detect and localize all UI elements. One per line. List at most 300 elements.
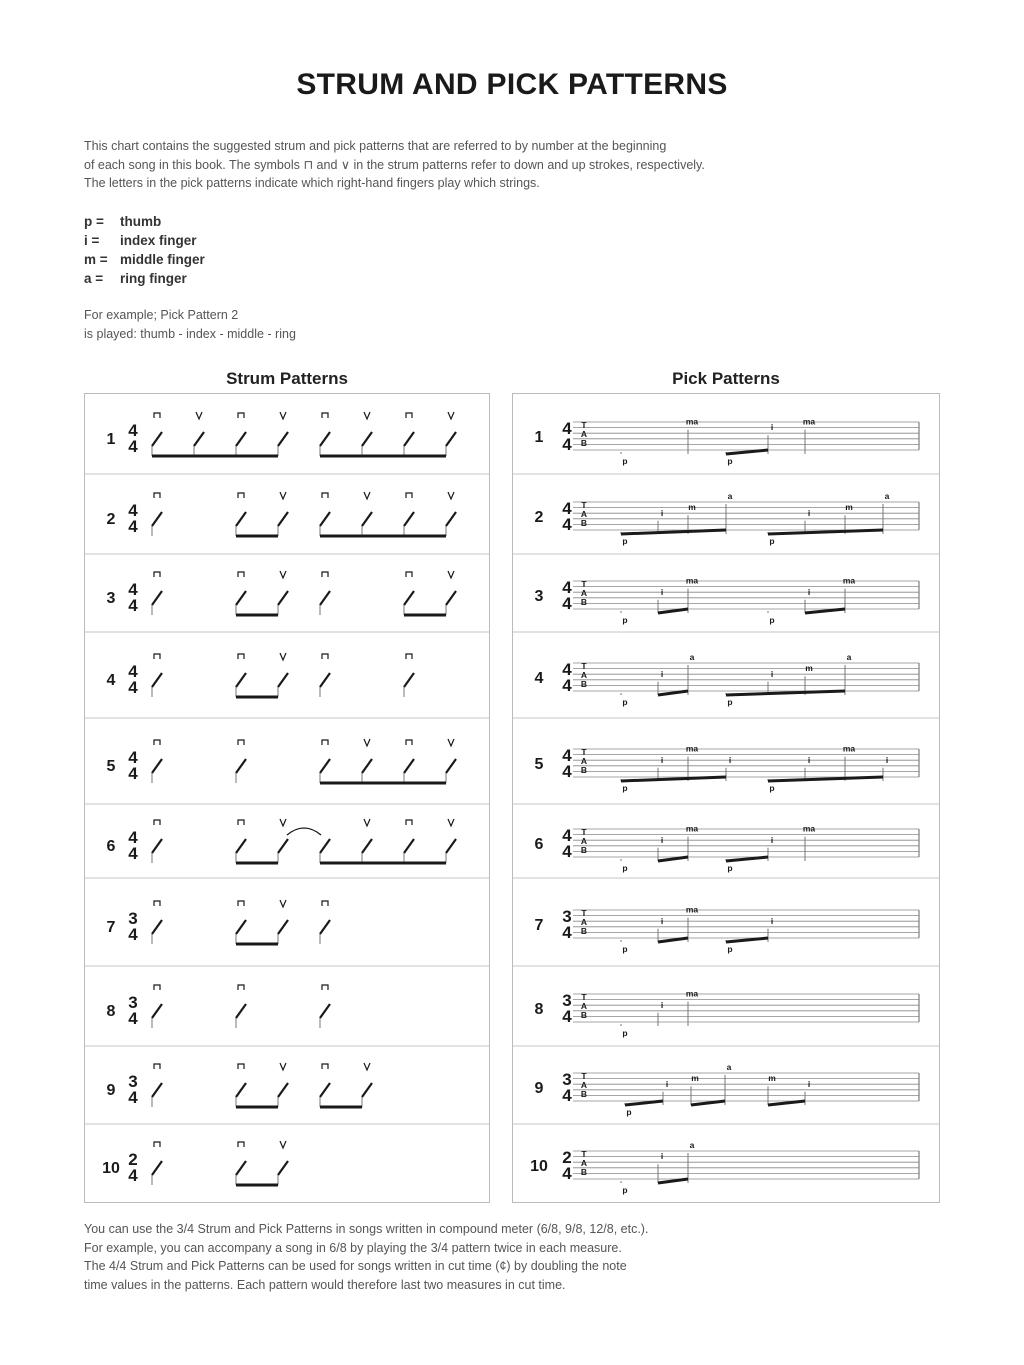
pattern-number: 3 bbox=[534, 588, 544, 605]
pattern-number: 2 bbox=[534, 509, 544, 526]
tab-clef-letter: A bbox=[580, 1001, 588, 1011]
down-stroke-mark bbox=[154, 740, 160, 745]
down-stroke-mark bbox=[238, 654, 244, 659]
strum-pattern-row bbox=[107, 412, 456, 456]
tab-clef-letter: A bbox=[580, 509, 588, 519]
pick-pattern-row bbox=[513, 804, 939, 873]
legend-row bbox=[84, 250, 205, 269]
legend-symbol: m = bbox=[84, 252, 108, 267]
time-signature-bottom: 4 bbox=[562, 762, 572, 781]
slash-notehead bbox=[320, 512, 330, 526]
finger-letter: ma bbox=[842, 575, 856, 586]
time-signature-top: 3 bbox=[562, 1070, 572, 1089]
slash-notehead bbox=[446, 839, 456, 853]
slash-notehead bbox=[236, 432, 246, 446]
up-stroke-mark bbox=[280, 1141, 286, 1148]
down-stroke-mark bbox=[322, 493, 328, 498]
down-stroke-mark bbox=[154, 1064, 160, 1069]
strum-pattern-row bbox=[85, 554, 489, 615]
up-stroke-mark bbox=[280, 412, 286, 419]
finger-letter: m bbox=[688, 502, 696, 513]
slash-notehead bbox=[152, 673, 162, 687]
slash-notehead bbox=[152, 432, 162, 446]
tab-clef-letter: B bbox=[580, 438, 588, 448]
finger-letter: i bbox=[660, 999, 664, 1010]
slash-notehead bbox=[446, 759, 456, 773]
slash-notehead bbox=[152, 1083, 162, 1097]
beam bbox=[621, 777, 726, 781]
down-stroke-mark bbox=[154, 654, 160, 659]
tab-clef-letter: B bbox=[580, 597, 588, 607]
slash-notehead bbox=[320, 839, 330, 853]
time-signature-top: 3 bbox=[128, 1072, 138, 1091]
slash-notehead bbox=[362, 839, 372, 853]
tab-clef-letter: T bbox=[581, 500, 587, 510]
time-signature-bottom: 4 bbox=[562, 435, 572, 454]
up-stroke-mark bbox=[280, 819, 286, 826]
slash-notehead bbox=[278, 920, 288, 934]
legend-meaning: ring finger bbox=[120, 271, 187, 286]
time-signature-bottom: 4 bbox=[562, 676, 572, 695]
pick-pattern-row bbox=[513, 474, 939, 546]
pattern-number: 10 bbox=[102, 1160, 120, 1177]
down-stroke-mark bbox=[238, 413, 244, 418]
legend-meaning: thumb bbox=[120, 214, 162, 229]
finger-letter: p bbox=[622, 536, 628, 546]
up-stroke-mark bbox=[364, 492, 370, 499]
pattern-number: 8 bbox=[534, 1001, 544, 1018]
up-stroke-mark bbox=[448, 819, 454, 826]
tie bbox=[287, 828, 321, 835]
finger-letter: i bbox=[660, 754, 664, 765]
beam bbox=[621, 530, 726, 534]
tab-clef-letter: T bbox=[581, 1071, 587, 1081]
time-signature-bottom: 4 bbox=[128, 764, 138, 783]
finger-letter: i bbox=[660, 915, 664, 926]
finger-letter: p bbox=[622, 615, 628, 625]
time-signature-top: 4 bbox=[128, 421, 138, 440]
slash-notehead bbox=[362, 1083, 372, 1097]
slash-notehead bbox=[320, 1083, 330, 1097]
time-signature-bottom: 4 bbox=[562, 1086, 572, 1105]
slash-notehead bbox=[152, 1161, 162, 1175]
slash-notehead bbox=[446, 432, 456, 446]
slash-notehead bbox=[278, 432, 288, 446]
slash-notehead bbox=[236, 839, 246, 853]
time-signature-top: 3 bbox=[128, 993, 138, 1012]
finger-letter: m bbox=[845, 502, 853, 513]
pattern-number: 8 bbox=[106, 1003, 116, 1020]
slash-notehead bbox=[320, 759, 330, 773]
beam bbox=[658, 609, 688, 613]
finger-letter: p bbox=[727, 697, 733, 707]
slash-notehead bbox=[320, 673, 330, 687]
down-stroke-mark bbox=[322, 572, 328, 577]
slash-notehead bbox=[236, 1083, 246, 1097]
finger-letter: a bbox=[689, 1140, 695, 1150]
pattern-number: 9 bbox=[106, 1082, 116, 1099]
time-signature-top: 4 bbox=[128, 580, 138, 599]
finger-letter: ma bbox=[685, 575, 699, 586]
down-stroke-mark bbox=[322, 901, 328, 906]
time-signature-bottom: 4 bbox=[128, 1009, 138, 1028]
up-stroke-mark bbox=[364, 1063, 370, 1070]
pick-pattern-row bbox=[535, 417, 919, 466]
slash-notehead bbox=[320, 591, 330, 605]
slash-notehead bbox=[404, 432, 414, 446]
up-stroke-mark bbox=[364, 739, 370, 746]
finger-letter: ma bbox=[685, 904, 699, 915]
tab-clef-letter: A bbox=[580, 1158, 588, 1168]
finger-letter: p bbox=[622, 456, 628, 466]
slash-notehead bbox=[404, 673, 414, 687]
pattern-number: 3 bbox=[106, 590, 116, 607]
outro-line: For example, you can accompany a song in 6/8 by playing the 3/4 pattern twice in each measure. bbox=[84, 1240, 622, 1255]
tab-clef-letter: B bbox=[580, 845, 588, 855]
slash-notehead bbox=[362, 432, 372, 446]
down-stroke-mark bbox=[238, 1142, 244, 1147]
finger-letter: i bbox=[770, 668, 774, 679]
time-signature-top: 4 bbox=[562, 826, 572, 845]
tab-clef-letter: B bbox=[580, 765, 588, 775]
slash-notehead bbox=[404, 839, 414, 853]
tab-clef-letter: T bbox=[581, 579, 587, 589]
finger-letter: p bbox=[769, 536, 775, 546]
slash-notehead bbox=[278, 591, 288, 605]
time-signature-top: 2 bbox=[128, 1150, 138, 1169]
intro-line: This chart contains the suggested strum and pick patterns that are referred to by number at the beginning bbox=[84, 139, 667, 153]
pattern-number: 6 bbox=[106, 838, 116, 855]
time-signature-top: 3 bbox=[562, 907, 572, 926]
up-stroke-mark bbox=[280, 492, 286, 499]
example-text bbox=[84, 306, 296, 343]
pick-pattern-row bbox=[513, 878, 939, 954]
beam bbox=[726, 857, 768, 861]
up-stroke-mark bbox=[448, 492, 454, 499]
slash-notehead bbox=[152, 839, 162, 853]
outro-line: The 4/4 Strum and Pick Patterns can be used for songs written in cut time (¢) by doubling the note bbox=[84, 1259, 627, 1273]
down-stroke-mark bbox=[406, 572, 412, 577]
pick-patterns-panel bbox=[512, 393, 940, 1203]
down-stroke-mark bbox=[154, 985, 160, 990]
example-line: is played: thumb - index - middle - ring bbox=[84, 326, 296, 341]
slash-notehead bbox=[236, 591, 246, 605]
slash-notehead bbox=[152, 512, 162, 526]
finger-letter: m bbox=[768, 1073, 776, 1084]
slash-notehead bbox=[278, 673, 288, 687]
tab-clef-letter: T bbox=[581, 992, 587, 1002]
finger-letter: ma bbox=[842, 743, 856, 754]
legend-symbol: i = bbox=[84, 233, 100, 248]
finger-letter: p bbox=[622, 1028, 628, 1038]
slash-notehead bbox=[362, 512, 372, 526]
pattern-number: 6 bbox=[534, 836, 544, 853]
finger-letter: m bbox=[691, 1073, 699, 1084]
time-signature-top: 4 bbox=[562, 660, 572, 679]
beam bbox=[726, 938, 768, 942]
pattern-number: 5 bbox=[106, 758, 116, 775]
time-signature-bottom: 4 bbox=[562, 1164, 572, 1183]
time-signature-top: 4 bbox=[128, 662, 138, 681]
time-signature-top: 3 bbox=[128, 909, 138, 928]
beam bbox=[726, 691, 845, 695]
down-stroke-mark bbox=[406, 820, 412, 825]
strum-patterns-heading: Strum Patterns bbox=[226, 369, 348, 388]
legend-row bbox=[84, 231, 205, 250]
finger-letter: ma bbox=[685, 988, 699, 999]
down-stroke-mark bbox=[154, 413, 160, 418]
outro-line: time values in the patterns. Each pattern would therefore last two measures in cut time. bbox=[84, 1277, 566, 1292]
beam bbox=[658, 1179, 688, 1183]
up-stroke-mark bbox=[280, 900, 286, 907]
slash-notehead bbox=[194, 432, 204, 446]
finger-letter: m bbox=[805, 663, 813, 674]
time-signature-top: 4 bbox=[562, 578, 572, 597]
up-stroke-mark bbox=[364, 819, 370, 826]
example-line: For example; Pick Pattern 2 bbox=[84, 308, 239, 322]
time-signature-bottom: 4 bbox=[562, 594, 572, 613]
beam bbox=[658, 691, 688, 695]
down-stroke-mark bbox=[238, 901, 244, 906]
pattern-number: 1 bbox=[534, 429, 544, 446]
strum-pattern-row bbox=[85, 804, 489, 863]
down-stroke-mark bbox=[406, 740, 412, 745]
finger-letter: i bbox=[807, 507, 811, 518]
slash-notehead bbox=[278, 839, 288, 853]
tab-clef-letter: T bbox=[581, 1149, 587, 1159]
up-stroke-mark bbox=[448, 571, 454, 578]
down-stroke-mark bbox=[238, 1064, 244, 1069]
tab-clef-letter: B bbox=[580, 926, 588, 936]
tab-clef-letter: A bbox=[580, 1080, 588, 1090]
slash-notehead bbox=[404, 759, 414, 773]
strum-pattern-row bbox=[85, 878, 489, 944]
beam bbox=[658, 938, 688, 942]
intro-line: The letters in the pick patterns indicate which right-hand fingers play which strings. bbox=[84, 176, 540, 190]
slash-notehead bbox=[404, 591, 414, 605]
down-stroke-mark bbox=[406, 413, 412, 418]
down-stroke-mark bbox=[154, 572, 160, 577]
time-signature-bottom: 4 bbox=[128, 1088, 138, 1107]
tab-clef-letter: B bbox=[580, 1010, 588, 1020]
strum-pattern-row bbox=[85, 1046, 489, 1107]
legend-meaning: middle finger bbox=[120, 252, 205, 267]
strum-pattern-row bbox=[85, 718, 489, 783]
finger-letter: a bbox=[884, 491, 890, 501]
slash-notehead bbox=[362, 759, 372, 773]
down-stroke-mark bbox=[238, 493, 244, 498]
time-signature-bottom: 4 bbox=[562, 1007, 572, 1026]
pick-pattern-row bbox=[513, 554, 939, 625]
pick-pattern-row bbox=[513, 718, 939, 793]
slash-notehead bbox=[278, 1083, 288, 1097]
strum-pattern-row bbox=[85, 1124, 489, 1185]
down-stroke-mark bbox=[238, 820, 244, 825]
tab-clef-letter: A bbox=[580, 836, 588, 846]
finger-legend bbox=[84, 212, 205, 288]
down-stroke-mark bbox=[154, 1142, 160, 1147]
pick-pattern-row bbox=[513, 1046, 939, 1117]
finger-letter: i bbox=[770, 834, 774, 845]
time-signature-bottom: 4 bbox=[128, 596, 138, 615]
slash-notehead bbox=[236, 512, 246, 526]
finger-letter: p bbox=[727, 944, 733, 954]
down-stroke-mark bbox=[322, 1064, 328, 1069]
finger-letter: i bbox=[660, 834, 664, 845]
slash-notehead bbox=[320, 432, 330, 446]
tab-clef-letter: A bbox=[580, 756, 588, 766]
pattern-number: 4 bbox=[106, 672, 116, 689]
finger-letter: p bbox=[622, 783, 628, 793]
finger-letter: i bbox=[807, 586, 811, 597]
time-signature-bottom: 4 bbox=[128, 437, 138, 456]
finger-letter: p bbox=[769, 615, 775, 625]
pattern-number: 2 bbox=[106, 511, 116, 528]
up-stroke-mark bbox=[280, 653, 286, 660]
slash-notehead bbox=[236, 920, 246, 934]
legend-row bbox=[84, 212, 205, 231]
finger-letter: i bbox=[807, 754, 811, 765]
finger-letter: ma bbox=[802, 823, 816, 834]
down-stroke-mark bbox=[322, 740, 328, 745]
strum-pattern-row bbox=[85, 632, 489, 697]
tab-clef-letter: A bbox=[580, 670, 588, 680]
intro-paragraph bbox=[84, 137, 924, 193]
slash-notehead bbox=[236, 673, 246, 687]
pick-pattern-row bbox=[513, 632, 939, 707]
down-stroke-mark bbox=[238, 985, 244, 990]
finger-letter: ma bbox=[685, 823, 699, 834]
strum-patterns-graphic bbox=[85, 394, 489, 1202]
down-stroke-mark bbox=[322, 413, 328, 418]
finger-letter: i bbox=[660, 668, 664, 679]
finger-letter: i bbox=[660, 507, 664, 518]
slash-notehead bbox=[236, 759, 246, 773]
tab-clef-letter: B bbox=[580, 1167, 588, 1177]
finger-letter: ma bbox=[685, 743, 699, 754]
pick-patterns-graphic bbox=[513, 394, 939, 1202]
intro-line: of each song in this book. The symbols ⊓ and ∨ in the strum patterns refer to down and up strokes, respectively. bbox=[84, 157, 705, 172]
slash-notehead bbox=[152, 1004, 162, 1018]
pick-pattern-row bbox=[513, 966, 939, 1038]
legend-symbol: p = bbox=[84, 214, 104, 229]
finger-letter: p bbox=[727, 863, 733, 873]
pattern-number: 7 bbox=[106, 919, 116, 936]
down-stroke-mark bbox=[154, 493, 160, 498]
up-stroke-mark bbox=[280, 1063, 286, 1070]
finger-letter: i bbox=[770, 915, 774, 926]
tab-clef-letter: B bbox=[580, 679, 588, 689]
time-signature-top: 2 bbox=[562, 1148, 572, 1167]
tab-clef-letter: B bbox=[580, 518, 588, 528]
slash-notehead bbox=[236, 1004, 246, 1018]
finger-letter: p bbox=[622, 1185, 628, 1195]
finger-letter: a bbox=[726, 1062, 732, 1072]
time-signature-top: 4 bbox=[128, 501, 138, 520]
finger-letter: ma bbox=[802, 416, 816, 427]
pattern-number: 7 bbox=[534, 917, 544, 934]
legend-row bbox=[84, 269, 205, 288]
beam bbox=[768, 1101, 805, 1105]
finger-letter: p bbox=[622, 863, 628, 873]
tab-clef-letter: T bbox=[581, 420, 587, 430]
slash-notehead bbox=[404, 512, 414, 526]
slash-notehead bbox=[320, 920, 330, 934]
down-stroke-mark bbox=[322, 985, 328, 990]
finger-letter: a bbox=[689, 652, 695, 662]
slash-notehead bbox=[446, 512, 456, 526]
time-signature-top: 4 bbox=[562, 419, 572, 438]
down-stroke-mark bbox=[238, 740, 244, 745]
strum-pattern-row bbox=[85, 474, 489, 536]
legend-meaning: index finger bbox=[120, 233, 197, 248]
finger-letter: a bbox=[846, 652, 852, 662]
down-stroke-mark bbox=[154, 820, 160, 825]
beam bbox=[805, 609, 845, 613]
slash-notehead bbox=[320, 1004, 330, 1018]
finger-letter: p bbox=[622, 944, 628, 954]
finger-letter: i bbox=[660, 586, 664, 597]
time-signature-top: 4 bbox=[562, 499, 572, 518]
tab-clef-letter: A bbox=[580, 429, 588, 439]
finger-letter: p bbox=[727, 456, 733, 466]
beam bbox=[726, 450, 768, 454]
time-signature-bottom: 4 bbox=[128, 844, 138, 863]
up-stroke-mark bbox=[448, 739, 454, 746]
strum-pattern-row bbox=[85, 966, 489, 1028]
tab-clef-letter: A bbox=[580, 917, 588, 927]
finger-letter: p bbox=[769, 783, 775, 793]
finger-letter: i bbox=[885, 754, 889, 765]
up-stroke-mark bbox=[280, 571, 286, 578]
outro-line: You can use the 3/4 Strum and Pick Patterns in songs written in compound meter (6/8, 9/8, 12/8, etc.). bbox=[84, 1222, 649, 1236]
time-signature-top: 3 bbox=[562, 991, 572, 1010]
pattern-number: 5 bbox=[534, 756, 544, 773]
beam bbox=[625, 1101, 663, 1105]
up-stroke-mark bbox=[448, 412, 454, 419]
finger-letter: a bbox=[727, 491, 733, 501]
time-signature-bottom: 4 bbox=[128, 925, 138, 944]
time-signature-bottom: 4 bbox=[562, 515, 572, 534]
beam bbox=[768, 530, 883, 534]
outro-paragraph bbox=[84, 1220, 944, 1294]
strum-patterns-panel bbox=[84, 393, 490, 1203]
slash-notehead bbox=[152, 920, 162, 934]
time-signature-top: 4 bbox=[562, 746, 572, 765]
tab-clef-letter: B bbox=[580, 1089, 588, 1099]
time-signature-top: 4 bbox=[128, 828, 138, 847]
beam bbox=[691, 1101, 725, 1105]
legend-symbol: a = bbox=[84, 271, 104, 286]
down-stroke-mark bbox=[154, 901, 160, 906]
slash-notehead bbox=[152, 591, 162, 605]
time-signature-bottom: 4 bbox=[128, 517, 138, 536]
up-stroke-mark bbox=[196, 412, 202, 419]
beam bbox=[658, 857, 688, 861]
slash-notehead bbox=[278, 1161, 288, 1175]
time-signature-bottom: 4 bbox=[128, 678, 138, 697]
finger-letter: i bbox=[660, 1151, 664, 1162]
page-title: STRUM AND PICK PATTERNS bbox=[296, 68, 728, 101]
finger-letter: i bbox=[728, 754, 732, 765]
beam bbox=[768, 777, 883, 781]
pattern-number: 1 bbox=[106, 431, 116, 448]
down-stroke-mark bbox=[238, 572, 244, 577]
time-signature-top: 4 bbox=[128, 748, 138, 767]
tab-clef-letter: T bbox=[581, 908, 587, 918]
slash-notehead bbox=[278, 512, 288, 526]
time-signature-bottom: 4 bbox=[562, 842, 572, 861]
